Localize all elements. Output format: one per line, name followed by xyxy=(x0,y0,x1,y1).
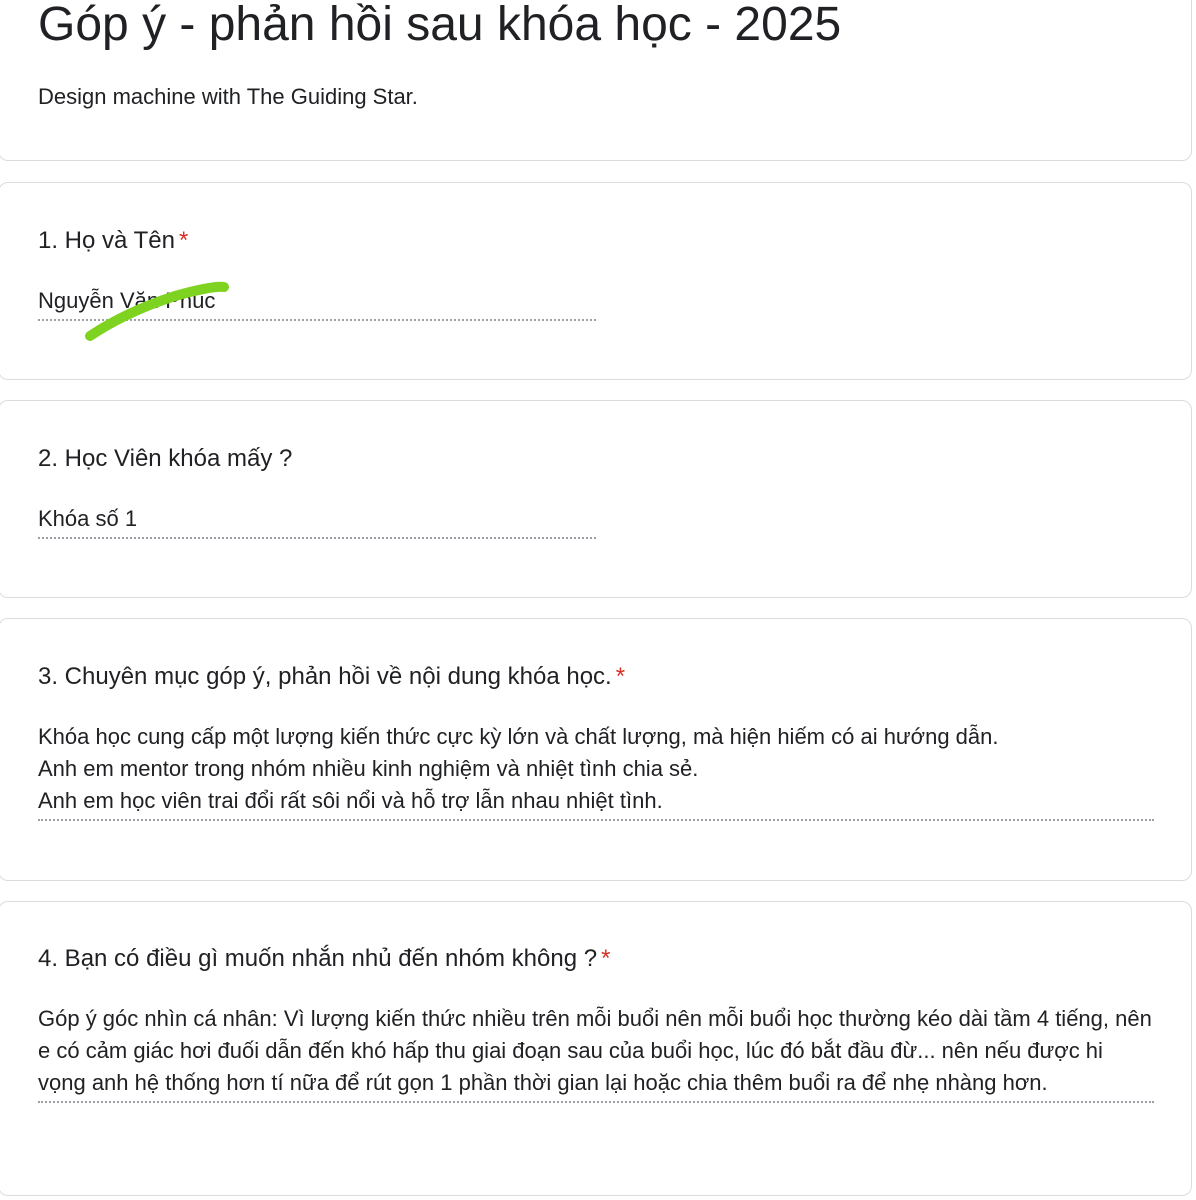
question-title xyxy=(38,225,188,256)
course-answer-field[interactable]: Khóa số 1 xyxy=(38,503,596,539)
question-title: 2. Học Viên khóa mấy ? xyxy=(38,445,293,472)
required-asterisk: * xyxy=(178,227,189,254)
required-asterisk: * xyxy=(601,945,611,972)
feedback-answer-field[interactable] xyxy=(38,721,1154,821)
question-card-feedback xyxy=(0,618,1192,881)
form-title: Góp ý - phản hồi sau khóa học - 2025 xyxy=(38,0,842,51)
form-header-card xyxy=(0,0,1192,161)
question-title-text: 4. Bạn có điều gì muốn nhắn nhủ đến nhóm không ? xyxy=(38,945,598,972)
question-title-text: 3. Chuyên mục góp ý, phản hồi về nội dung khóa học. xyxy=(38,663,612,690)
name-answer-field[interactable]: Nguyễn Văn Phúc xyxy=(38,285,596,321)
question-title xyxy=(38,661,625,692)
message-answer-field[interactable]: Góp ý góc nhìn cá nhân: Vì lượng kiến thức nhiều trên mỗi buổi nên mỗi buổi học thường kéo dài tầm 4 tiếng, nên e có cảm giác hơi đuối dẫn đến khó hấp thu giai đoạn sau của buổi học, lúc đó bắt đầu đừ... nên nếu được hi vọng anh hệ thống hơn tí nữa để rút gọn 1 phần thời gian lại hoặc chia thêm buổi ra để nhẹ nhàng hơn. xyxy=(38,1003,1154,1103)
question-title-text: 1. Họ và Tên xyxy=(38,227,175,254)
answer-line: Anh em học viên trai đổi rất sôi nổi và hỗ trợ lẫn nhau nhiệt tình. xyxy=(38,788,663,813)
redaction-scribble xyxy=(80,278,240,348)
answer-line: Khóa học cung cấp một lượng kiến thức cực kỳ lớn và chất lượng, mà hiện hiếm có ai hướng dẫn. xyxy=(38,724,999,749)
form-description: Design machine with The Guiding Star. xyxy=(38,84,418,109)
question-title xyxy=(38,943,610,974)
answer-line: Anh em mentor trong nhóm nhiều kinh nghiệm và nhiệt tình chia sẻ. xyxy=(38,756,699,781)
question-card-course xyxy=(0,400,1192,598)
required-asterisk: * xyxy=(615,663,626,690)
question-card-message xyxy=(0,901,1192,1196)
